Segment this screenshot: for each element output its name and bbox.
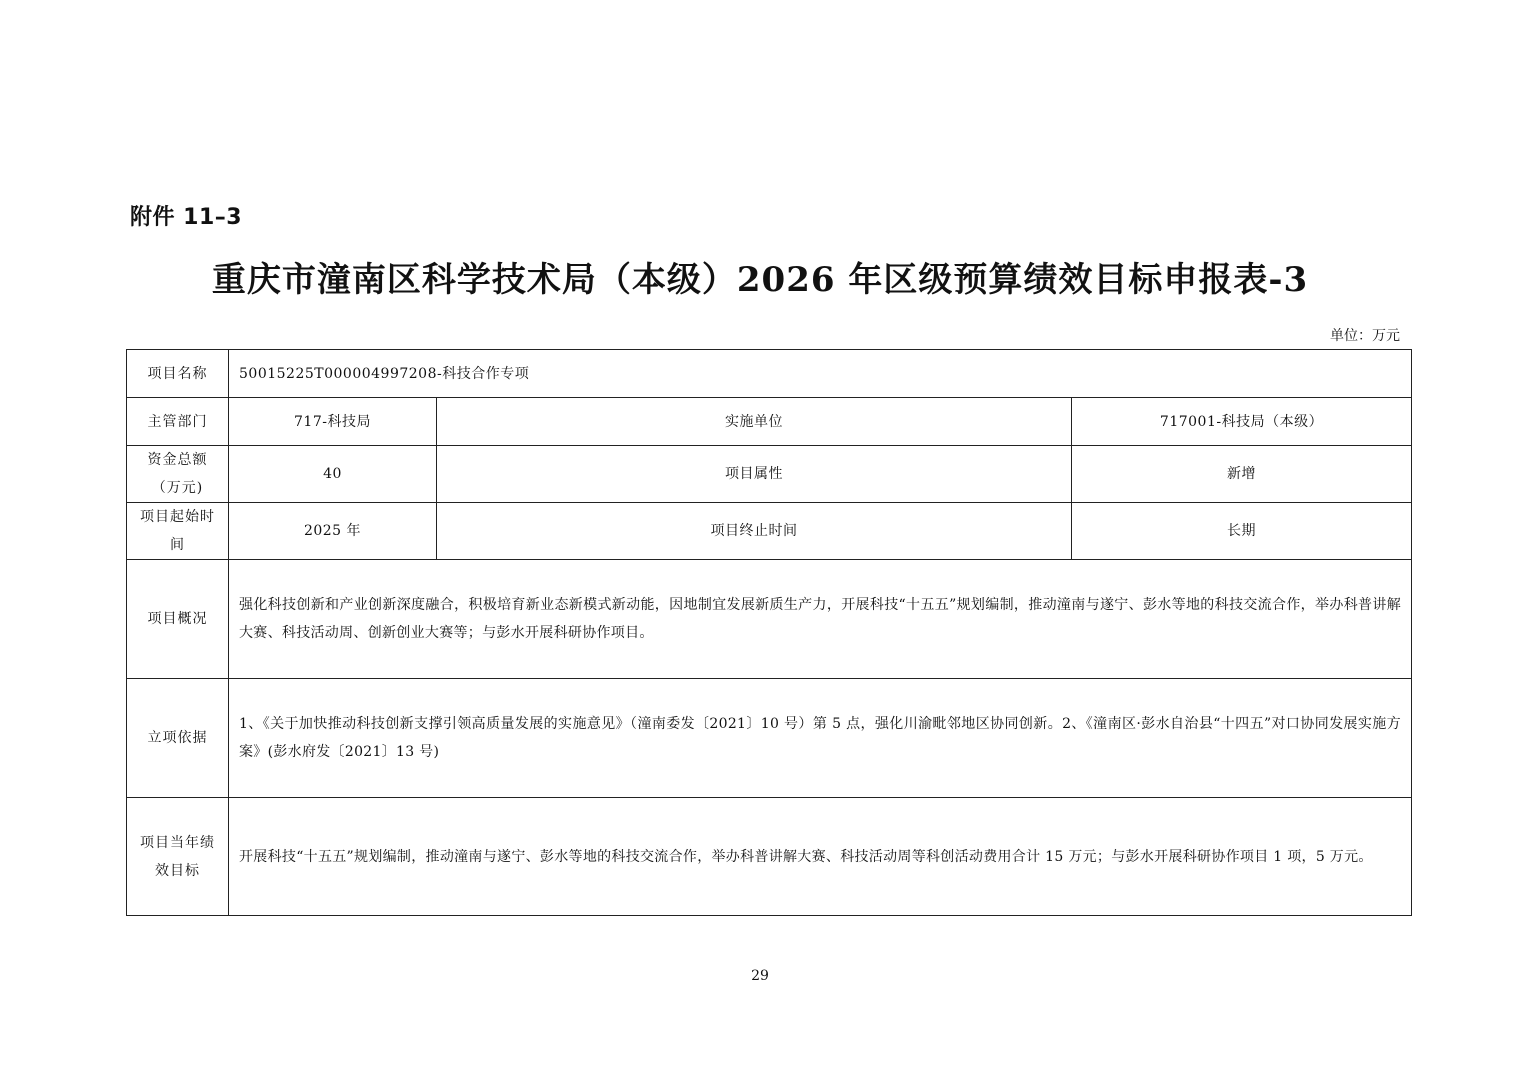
table-row-funds [127, 446, 1412, 503]
table-row-basis [127, 679, 1412, 798]
overview-label: 项目概况 [127, 560, 229, 679]
attachment-label: 附件 11–3 [130, 205, 243, 230]
basis-value: 1、《关于加快推动科技创新支撑引领高质量发展的实施意见》（潼南委发〔2021〕10 号）第 5 点，强化川渝毗邻地区协同创新。2、《潼南区·彭水自治县“十四五”对口协同发展实施方案》(彭水府发〔2021〕13 号) [229, 679, 1412, 798]
start-time-value: 2025 年 [229, 503, 437, 560]
project-attribute-value: 新增 [1072, 446, 1412, 503]
table-row-overview [127, 560, 1412, 679]
basis-label: 立项依据 [127, 679, 229, 798]
annual-goal-label-line1: 项目当年绩 [140, 834, 215, 851]
unit-label: 单位：万元 [1330, 328, 1400, 344]
implementing-unit-value: 717001-科技局（本级） [1072, 398, 1412, 446]
total-funds-value: 40 [229, 446, 437, 503]
total-funds-label [127, 446, 229, 503]
implementing-unit-label: 实施单位 [437, 398, 1072, 446]
annual-goal-label [127, 798, 229, 916]
supervising-dept-label: 主管部门 [127, 398, 229, 446]
end-time-label: 项目终止时间 [437, 503, 1072, 560]
start-time-label-line2: 间 [170, 537, 185, 553]
table-row-department [127, 398, 1412, 446]
supervising-dept-value: 717-科技局 [229, 398, 437, 446]
budget-performance-table [126, 349, 1412, 916]
total-funds-label-line2: （万元) [151, 480, 204, 496]
total-funds-label-line1: 资金总额 [147, 452, 208, 468]
annual-goal-value: 开展科技“十五五”规划编制，推动潼南与遂宁、彭水等地的科技交流合作，举办科普讲解大赛、科技活动周等科创活动费用合计 15 万元；与彭水开展科研协作项目 1 项，5 万元。 [229, 798, 1412, 916]
overview-value: 强化科技创新和产业创新深度融合，积极培育新业态新模式新动能，因地制宜发展新质生产力，开展科技“十五五”规划编制，推动潼南与遂宁、彭水等地的科技交流合作，举办科普讲解大赛、科技活动周、创新创业大赛等；与彭水开展科研协作项目。 [229, 560, 1412, 679]
annual-goal-label-line2: 效目标 [155, 862, 200, 879]
table-row-project-name [127, 350, 1412, 398]
end-time-value: 长期 [1072, 503, 1412, 560]
table-row-time [127, 503, 1412, 560]
table-row-annual-goal [127, 798, 1412, 916]
start-time-label-line1: 项目起始时 [140, 509, 215, 525]
start-time-label [127, 503, 229, 560]
project-name-value: 50015225T000004997208-科技合作专项 [229, 350, 1412, 398]
project-name-label: 项目名称 [127, 350, 229, 398]
page-number: 29 [751, 968, 769, 984]
project-attribute-label: 项目属性 [437, 446, 1072, 503]
page-title: 重庆市潼南区科学技术局（本级）2026 年区级预算绩效目标申报表-3 [211, 260, 1309, 300]
